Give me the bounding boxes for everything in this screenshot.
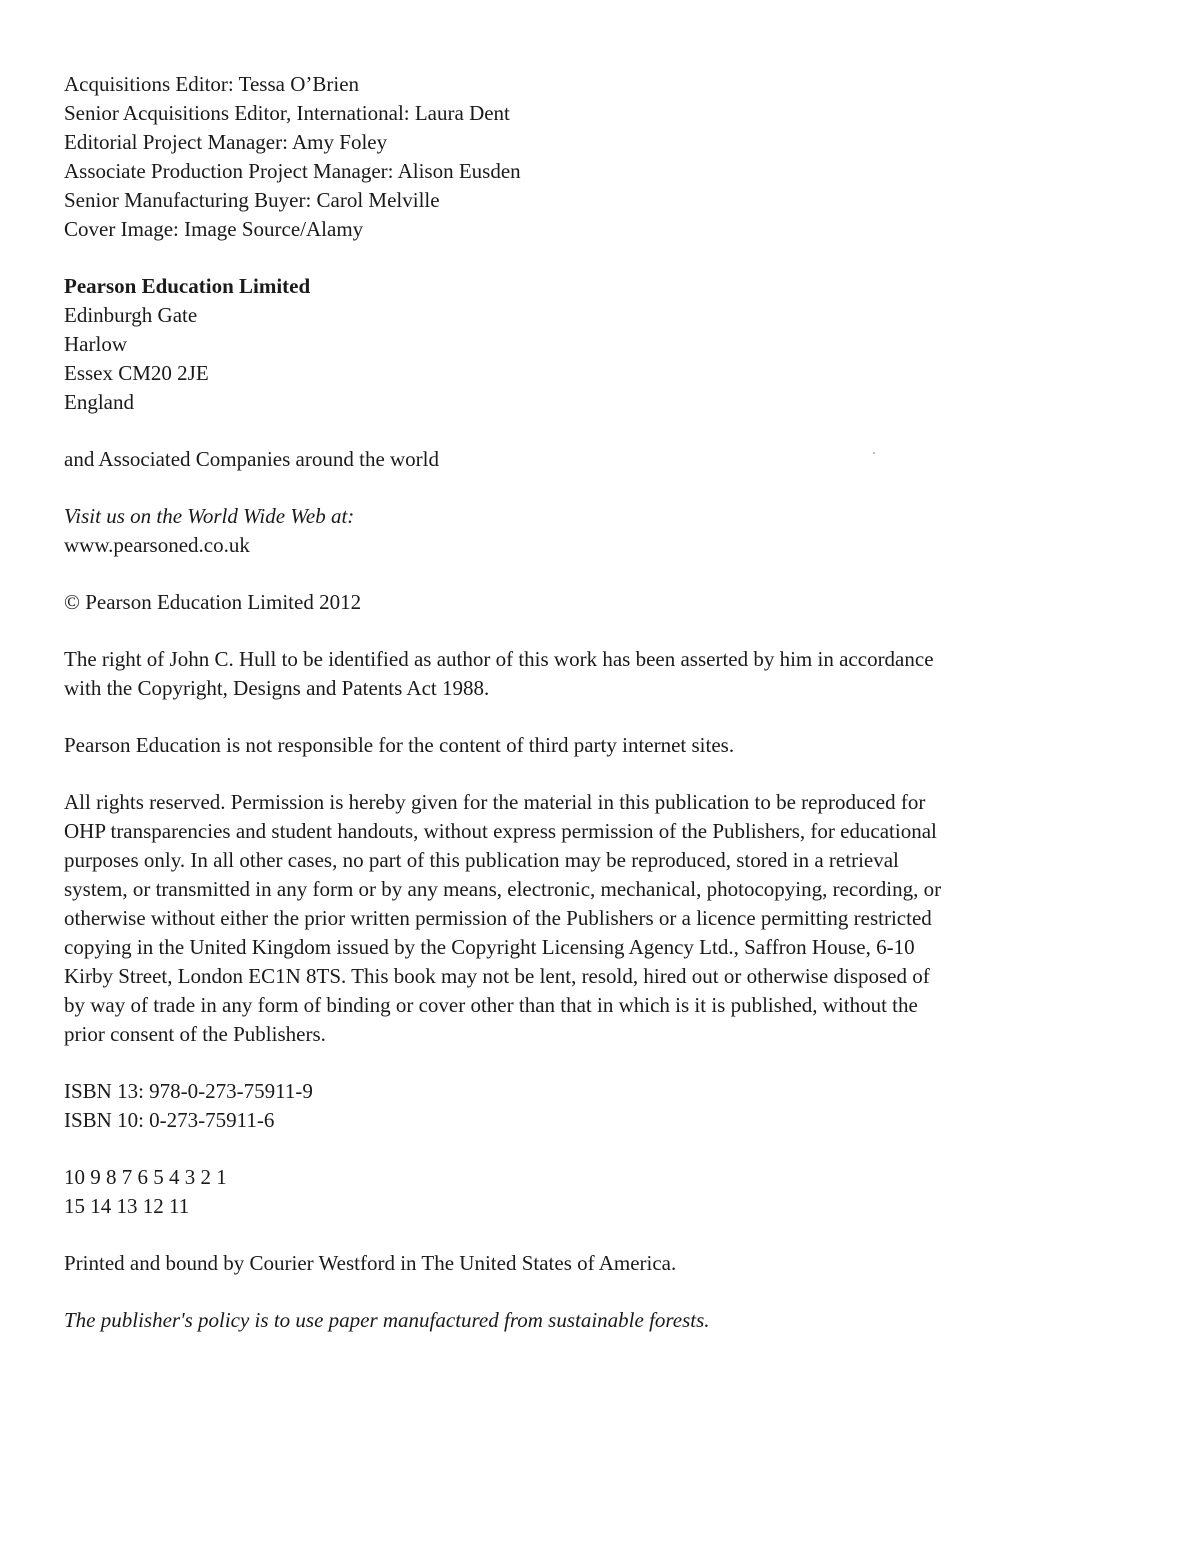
copyright-notice (64, 588, 1104, 617)
paragraph-line: by way of trade in any form of binding or cover other than that in which is it is published, without the (64, 993, 918, 1017)
printing-number-line: 10 9 8 7 6 5 4 3 2 1 (64, 1165, 227, 1189)
associated-companies (64, 445, 1104, 474)
rights-reserved (64, 788, 1104, 1049)
paragraph-line: purposes only. In all other cases, no part of this publication may be reproduced, stored in a retrieval (64, 848, 899, 872)
paragraph-line: otherwise without either the prior written permission of the Publishers or a licence permitting restricted (64, 906, 932, 930)
policy-text: The publisher's policy is to use paper manufactured from sustainable forests. (64, 1308, 710, 1332)
disclaimer-text: Pearson Education is not responsible for the content of third party internet sites. (64, 733, 735, 757)
credit-line: Senior Acquisitions Editor, International: Laura Dent (64, 101, 510, 125)
printed-by-text: Printed and bound by Courier Westford in The United States of America. (64, 1251, 677, 1275)
paragraph-line: Kirby Street, London EC1N 8TS. This book may not be lent, resold, hired out or otherwise disposed of (64, 964, 930, 988)
third-party-disclaimer (64, 731, 1104, 760)
credits-block (64, 70, 1104, 244)
paragraph-line: system, or transmitted in any form or by any means, electronic, mechanical, photocopying, recording, or (64, 877, 942, 901)
credit-line: Acquisitions Editor: Tessa O’Brien (64, 72, 360, 96)
copyright-text: © Pearson Education Limited 2012 (64, 590, 362, 614)
address-line: Harlow (64, 332, 127, 356)
credit-line: Senior Manufacturing Buyer: Carol Melville (64, 188, 440, 212)
credit-line: Associate Production Project Manager: Alison Eusden (64, 159, 521, 183)
publisher-block (64, 272, 1104, 417)
web-label: Visit us on the World Wide Web at: (64, 504, 355, 528)
year-number-line: 15 14 13 12 11 (64, 1194, 190, 1218)
paper-policy (64, 1306, 1104, 1335)
address-line: England (64, 390, 134, 414)
associated-text: and Associated Companies around the world (64, 447, 440, 471)
isbn-block (64, 1077, 1104, 1135)
paragraph-line: copying in the United Kingdom issued by the Copyright Licensing Agency Ltd., Saffron House, 6-10 (64, 935, 915, 959)
credit-line: Editorial Project Manager: Amy Foley (64, 130, 388, 154)
paragraph-line: All rights reserved. Permission is hereby given for the material in this publication to be reproduced for (64, 790, 926, 814)
print-line-block (64, 1163, 1104, 1221)
isbn-10: ISBN 10: 0-273-75911-6 (64, 1108, 275, 1132)
paragraph-line: The right of John C. Hull to be identified as author of this work has been asserted by him in accordance (64, 647, 934, 671)
paragraph-line: OHP transparencies and student handouts, without express permission of the Publishers, for educational (64, 819, 937, 843)
paragraph-line: with the Copyright, Designs and Patents Act 1988. (64, 676, 490, 700)
publisher-name: Pearson Education Limited (64, 274, 311, 298)
address-line: Essex CM20 2JE (64, 361, 209, 385)
isbn-13: ISBN 13: 978-0-273-75911-9 (64, 1079, 313, 1103)
paragraph-line: prior consent of the Publishers. (64, 1022, 326, 1046)
credit-line: Cover Image: Image Source/Alamy (64, 217, 364, 241)
web-block (64, 502, 1104, 560)
author-assertion (64, 645, 1104, 703)
web-url[interactable]: www.pearsoned.co.uk (64, 533, 250, 557)
printer-info (64, 1249, 1104, 1278)
copyright-page (64, 70, 1104, 1335)
address-line: Edinburgh Gate (64, 303, 198, 327)
